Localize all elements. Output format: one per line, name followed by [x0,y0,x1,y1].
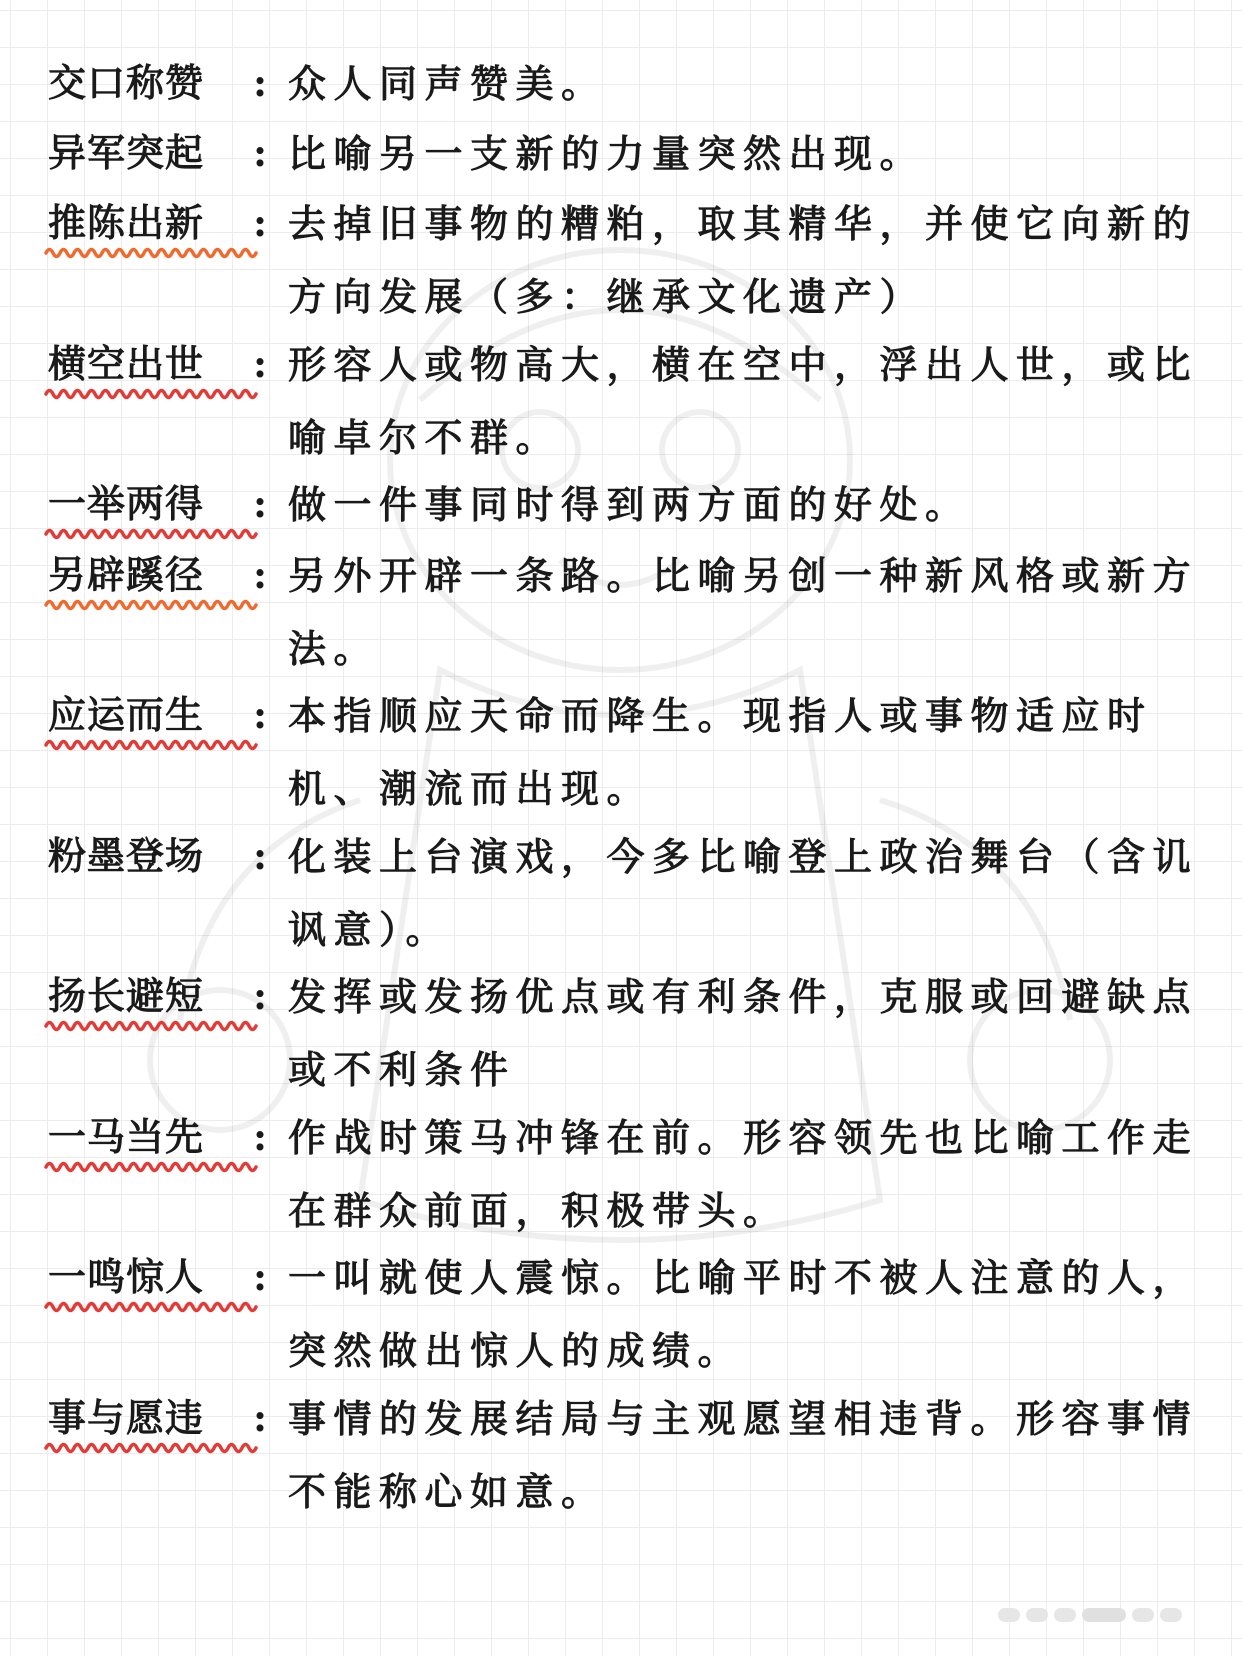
idiom-term: 另辟蹊径 [48,552,205,597]
page-dot-active [1082,1608,1126,1622]
idiom-colon: : [253,481,268,526]
idiom-definition: 本指顺应天命而降生。现指人或事物适应时机、潮流而出现。 [288,693,1153,811]
wavy-underline [46,597,256,613]
idiom-colon: : [253,200,268,245]
idiom-definition: 化装上台演戏，今多比喻登上政治舞台（含讥讽意）。 [288,834,1199,952]
wavy-underline-stroke [46,742,256,749]
idiom-colon: : [253,552,268,597]
idiom-definition: 形容人或物高大，横在空中，浮出人世，或比喻卓尔不群。 [288,342,1199,460]
wavy-underline-stroke [46,1164,256,1171]
idiom-definition: 发挥或发扬优点或有利条件，克服或回避缺点或不利条件 [288,974,1199,1092]
idiom-term: 交口称赞 [48,60,205,105]
wavy-underline-stroke [46,602,256,609]
idiom-definition: 另外开辟一条路。比喻另创一种新风格或新方法。 [288,553,1199,671]
page-dot [1132,1608,1154,1622]
idiom-colon: : [253,60,268,105]
wavy-underline-stroke [46,1304,256,1311]
idiom-definition: 众人同声赞美。 [288,61,607,106]
wavy-underline [46,1159,256,1175]
idiom-definition: 作战时策马冲锋在前。形容领先也比喻工作走在群众前面，积极带头。 [288,1115,1199,1233]
idiom-term: 一鸣惊人 [48,1254,205,1299]
idiom-term: 一马当先 [48,1114,205,1159]
page-indicator [998,1608,1182,1622]
idiom-term: 一举两得 [48,481,205,526]
idiom-term: 粉墨登场 [48,833,205,878]
page-dot [1054,1608,1076,1622]
wavy-underline [46,386,256,402]
wavy-underline-stroke [46,250,256,257]
wavy-underline [46,526,256,542]
idiom-colon: : [253,692,268,737]
idiom-colon: : [253,130,268,175]
idiom-colon: : [253,1254,268,1299]
page-dot [1026,1608,1048,1622]
idiom-definition: 一叫就使人震惊。比喻平时不被人注意的人，突然做出惊人的成绩。 [288,1255,1199,1373]
wavy-underline-stroke [46,391,256,398]
idiom-colon: : [253,341,268,386]
wavy-underline [46,1018,256,1034]
wavy-underline [46,737,256,753]
idiom-term: 推陈出新 [48,200,205,245]
idiom-term: 异军突起 [48,130,205,175]
idiom-colon: : [253,1395,268,1440]
idiom-definition: 比喻另一支新的力量突然出现。 [288,131,926,176]
idiom-definition: 做一件事同时得到两方面的好处。 [288,482,971,527]
idiom-colon: : [253,973,268,1018]
idiom-term: 应运而生 [48,692,205,737]
wavy-underline [46,245,256,261]
idiom-colon: : [253,833,268,878]
page-dot [1160,1608,1182,1622]
idiom-term: 事与愿违 [48,1395,205,1440]
wavy-underline-stroke [46,1445,256,1452]
wavy-underline-stroke [46,531,256,538]
idiom-definition: 去掉旧事物的糟粕，取其精华，并使它向新的方向发展（多：继承文化遗产） [288,201,1199,319]
idiom-colon: : [253,1114,268,1159]
idiom-definition: 事情的发展结局与主观愿望相违背。形容事情不能称心如意。 [288,1396,1199,1514]
wavy-underline [46,1440,256,1456]
idiom-term: 扬长避短 [48,973,205,1018]
page-dot [998,1608,1020,1622]
wavy-underline-stroke [46,1023,256,1030]
wavy-underline [46,1299,256,1315]
idiom-term: 横空出世 [48,341,205,386]
